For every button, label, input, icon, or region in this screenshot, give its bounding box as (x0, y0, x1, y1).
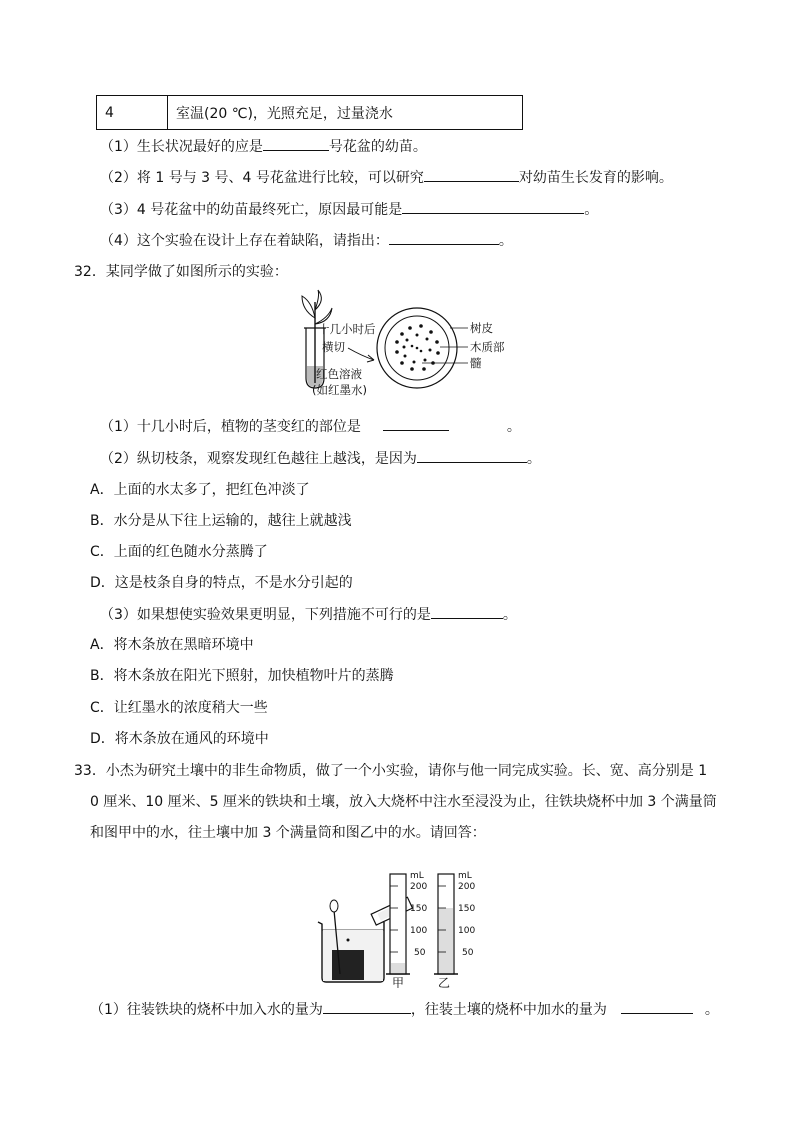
answer-blank[interactable] (402, 199, 584, 214)
tick-label-jia: 200 (410, 882, 428, 892)
tick-label-jia: 100 (410, 926, 428, 936)
condition-table (96, 95, 523, 130)
q32-s3-option-d: D．将木条放在通风的环境中 (90, 731, 269, 747)
answer-blank[interactable] (323, 999, 411, 1014)
stem-experiment-figure (290, 288, 520, 400)
q32-item-1: （1）十几小时后，植物的茎变红的部位是 。 (100, 416, 521, 437)
q32-s3-option-b: B．将木条放在阳光下照射，加快植物叶片的蒸腾 (90, 668, 394, 684)
q31-item-2: （2）将 1 号与 3 号、4 号花盆进行比较，可以研究 对幼苗生长发育的影响。 (100, 167, 673, 188)
leaf-icon (315, 290, 321, 310)
answer-blank[interactable] (431, 604, 503, 619)
label-cross-cut: 横切 (322, 340, 345, 354)
answer-blank[interactable] (263, 136, 329, 151)
answer-blank[interactable] (389, 230, 499, 245)
q32-stem: 32．某同学做了如图所示的实验： (74, 264, 288, 280)
q31-item-4: （4）这个实验在设计上存在着缺陷，请指出： 。 (100, 230, 513, 251)
cylinder-jia-icon (386, 871, 427, 988)
answer-blank[interactable] (417, 448, 527, 463)
label-jia: 甲 (392, 976, 405, 988)
q33-stem-line-1: 33．小杰为研究土壤中的非生命物质，做了一个小实验，请你与他一同完成实验。长、宽、高分别是 1 (74, 763, 708, 779)
tick-label-yi: 200 (458, 882, 476, 892)
table-row (97, 96, 523, 130)
table-cell-condition: 室温(20 ℃)，光照充足，过量浇水 (168, 96, 523, 130)
label-bark: 树皮 (470, 321, 493, 335)
cylinder-yi-icon (434, 871, 475, 988)
answer-blank[interactable] (621, 999, 693, 1014)
leaf-icon (302, 296, 315, 318)
cylinder-yi-water-level (439, 908, 453, 974)
q32-s2-option-b: B．水分是从下往上运输的，越往上就越浅 (90, 513, 352, 529)
label-yi: 乙 (438, 976, 451, 988)
q33-item-1: （1）往装铁块的烧杯中加入水的量为 ，往装土壤的烧杯中加水的量为 。 (90, 999, 719, 1020)
unit-label-yi: mL (458, 871, 472, 881)
unit-label-jia: mL (410, 871, 424, 881)
q32-item-2: （2）纵切枝条，观察发现红色越往上越浅，是因为 。 (100, 448, 541, 469)
answer-blank[interactable] (424, 167, 519, 182)
q33-stem-line-2: 0 厘米、10 厘米、5 厘米的铁块和土壤，放入大烧杯中注水至浸没为止，往铁块烧杯中加 3 个满量筒 (90, 794, 717, 810)
label-pith: 髓 (470, 356, 482, 370)
label-red-solution: 红色溶液 (316, 367, 362, 381)
q33-stem-line-3: 和图甲中的水，往土壤中加 3 个满量筒和图乙中的水。请回答： (90, 825, 486, 841)
answer-blank[interactable] (383, 416, 449, 431)
tick-label-yi: 50 (462, 948, 474, 958)
label-red-ink: (如红墨水) (312, 383, 367, 397)
q32-s2-option-a: A．上面的水太多了，把红色冲淡了 (90, 482, 310, 498)
label-xylem: 木质部 (470, 340, 505, 354)
tick-label-jia: 150 (410, 904, 428, 914)
iron-block-icon (332, 950, 364, 980)
table-cell-number: 4 (97, 96, 168, 130)
tick-label-yi: 150 (458, 904, 476, 914)
q31-item-1: （1）生长状况最好的应是 号花盆的幼苗。 (100, 136, 427, 157)
label-after-hours: 十几小时后 (318, 322, 376, 336)
q32-s3-option-a: A．将木条放在黑暗环境中 (90, 637, 254, 653)
tick-label-jia: 50 (414, 948, 426, 958)
q32-s3-option-c: C．让红墨水的浓度稍大一些 (90, 700, 268, 716)
q31-item-3: （3）4 号花盆中的幼苗最终死亡，原因最可能是 。 (100, 199, 598, 220)
q32-s2-option-d: D．这是枝条自身的特点，不是水分引起的 (90, 575, 353, 591)
q32-item-3: （3）如果想使实验效果更明显，下列措施不可行的是 。 (100, 604, 517, 625)
q32-s2-option-c: C．上面的红色随水分蒸腾了 (90, 544, 268, 560)
cylinder-experiment-figure (310, 866, 490, 988)
tick-label-yi: 100 (458, 926, 476, 936)
cylinder-jia-water-level (391, 963, 405, 974)
